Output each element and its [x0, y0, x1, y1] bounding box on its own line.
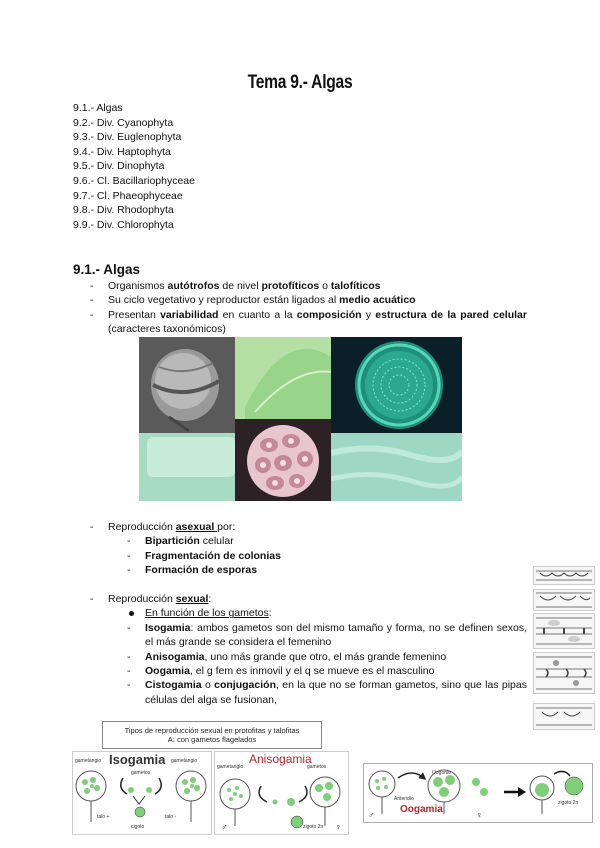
label-gametangio: gametangio	[75, 758, 102, 764]
list-item: - Formación de esporas	[127, 564, 258, 577]
diatom-image	[331, 337, 462, 433]
list-item: - Presentan variabilidad en cuanto a la composición y estructura de la pared celular (caracteres taxonómicos)	[90, 308, 527, 336]
sexual-reproduction-figure	[72, 719, 347, 834]
isogamia-title: Isogamia	[109, 752, 166, 767]
coccolithophore-image	[235, 419, 331, 501]
toc-item: 9.5.- Div. Dinophyta	[73, 160, 165, 173]
svg-text:♀: ♀	[476, 810, 483, 820]
toc-item: 9.7.- Cl. Phaeophyceae	[73, 189, 183, 202]
label-gametos: gametos	[307, 764, 327, 770]
figure-caption-line2: A: con gametos flagelados	[167, 735, 257, 744]
toc-item: 9.9.- Div. Chlorophyta	[73, 218, 174, 231]
isogamia-panel	[72, 751, 212, 835]
list-item: En función de los gametos:	[127, 606, 527, 620]
algas-bullets	[90, 279, 527, 337]
oogamia-figure	[363, 763, 593, 823]
list-item: - Cistogamia o conjugación, en la que no se forman gametos, sino que las pipas células del alga se fusionan,	[127, 679, 527, 706]
filament-strip-illustration	[533, 589, 595, 611]
list-item: - Fragmentación de colonias	[127, 549, 281, 562]
list-item: - Bipartición celular	[127, 535, 234, 548]
label-talo-neg: talo -	[165, 814, 177, 820]
label-gametangio: gametangio	[171, 758, 198, 764]
svg-text:♂: ♂	[368, 810, 375, 820]
filament-strip-illustration	[533, 613, 595, 649]
anisogamia-panel	[214, 751, 349, 835]
label-gametangio: gametangio	[217, 764, 244, 770]
svg-text:♀: ♀	[335, 822, 342, 832]
svg-text:♂: ♂	[221, 822, 228, 832]
anisogamia-title: Anisogamia	[249, 752, 312, 766]
toc-item: 9.3.- Div. Euglenophyta	[73, 131, 182, 144]
list-item: - Reproducción sexual:	[90, 593, 212, 605]
label-zigoto: zigoto 2n	[558, 800, 579, 806]
algae-micrograph-collage	[139, 337, 462, 501]
list-item: - Organismos autótrofos de nivel protofíticos o talofíticos	[90, 280, 381, 292]
sexual-section	[90, 592, 527, 707]
asexual-section	[90, 520, 527, 578]
oogamia-title: Oogamia	[400, 804, 443, 815]
label-gametos: gametos	[131, 770, 151, 776]
label-anteridio: Anteridio	[394, 796, 414, 802]
filament-strip-illustration	[533, 566, 595, 585]
table-of-contents	[73, 101, 195, 232]
list-item: - Su ciclo vegetativo y reproductor están ligados al medio acuático	[90, 294, 416, 307]
figure-caption-box	[102, 721, 322, 749]
label-talo-pos: talo +	[97, 814, 110, 820]
filament-strip-illustration	[533, 703, 595, 730]
filament-strip-illustration	[533, 652, 595, 694]
page-title: Tema 9.- Algas	[247, 72, 353, 93]
toc-item: 9.6.- Cl. Bacillariophyceae	[73, 174, 195, 187]
toc-item: 9.4.- Div. Haptophyta	[73, 145, 171, 158]
leaf-background-image	[235, 337, 331, 419]
anisogamia-diagram	[215, 768, 348, 832]
list-item: - Reproducción asexual por:	[90, 521, 236, 533]
list-item: - Isogamia: ambos gametos son del mismo tamaño y forma, no se definen sexos, el más grande se considera el femenino	[127, 621, 527, 649]
label-zigoto: zigoto 2n	[303, 824, 324, 830]
label-cigoto: cigoto	[131, 824, 145, 830]
isogamia-diagram	[73, 764, 211, 826]
oogamia-diagram	[364, 764, 592, 822]
figure-caption-line1: Tipos de reproducción sexual en protofitas y talofitas	[124, 726, 300, 735]
list-item: - Oogamia, el g fem es inmovil y el q se mueve es el masculino	[127, 665, 435, 678]
water-background-image	[331, 433, 462, 501]
toc-item: 9.8.- Div. Rhodophyta	[73, 204, 174, 217]
list-item: - Anisogamia, uno más grande que otro, el más grande femenino	[127, 650, 447, 663]
section-heading: 9.1.- Algas	[73, 262, 141, 277]
toc-item: 9.1.- Algas	[73, 102, 123, 114]
toc-item: 9.2.- Div. Cyanophyta	[73, 116, 174, 129]
green-background-image	[139, 433, 235, 501]
dinoflagellate-image	[139, 337, 235, 433]
label-oogonio: Oogonio	[432, 770, 451, 776]
